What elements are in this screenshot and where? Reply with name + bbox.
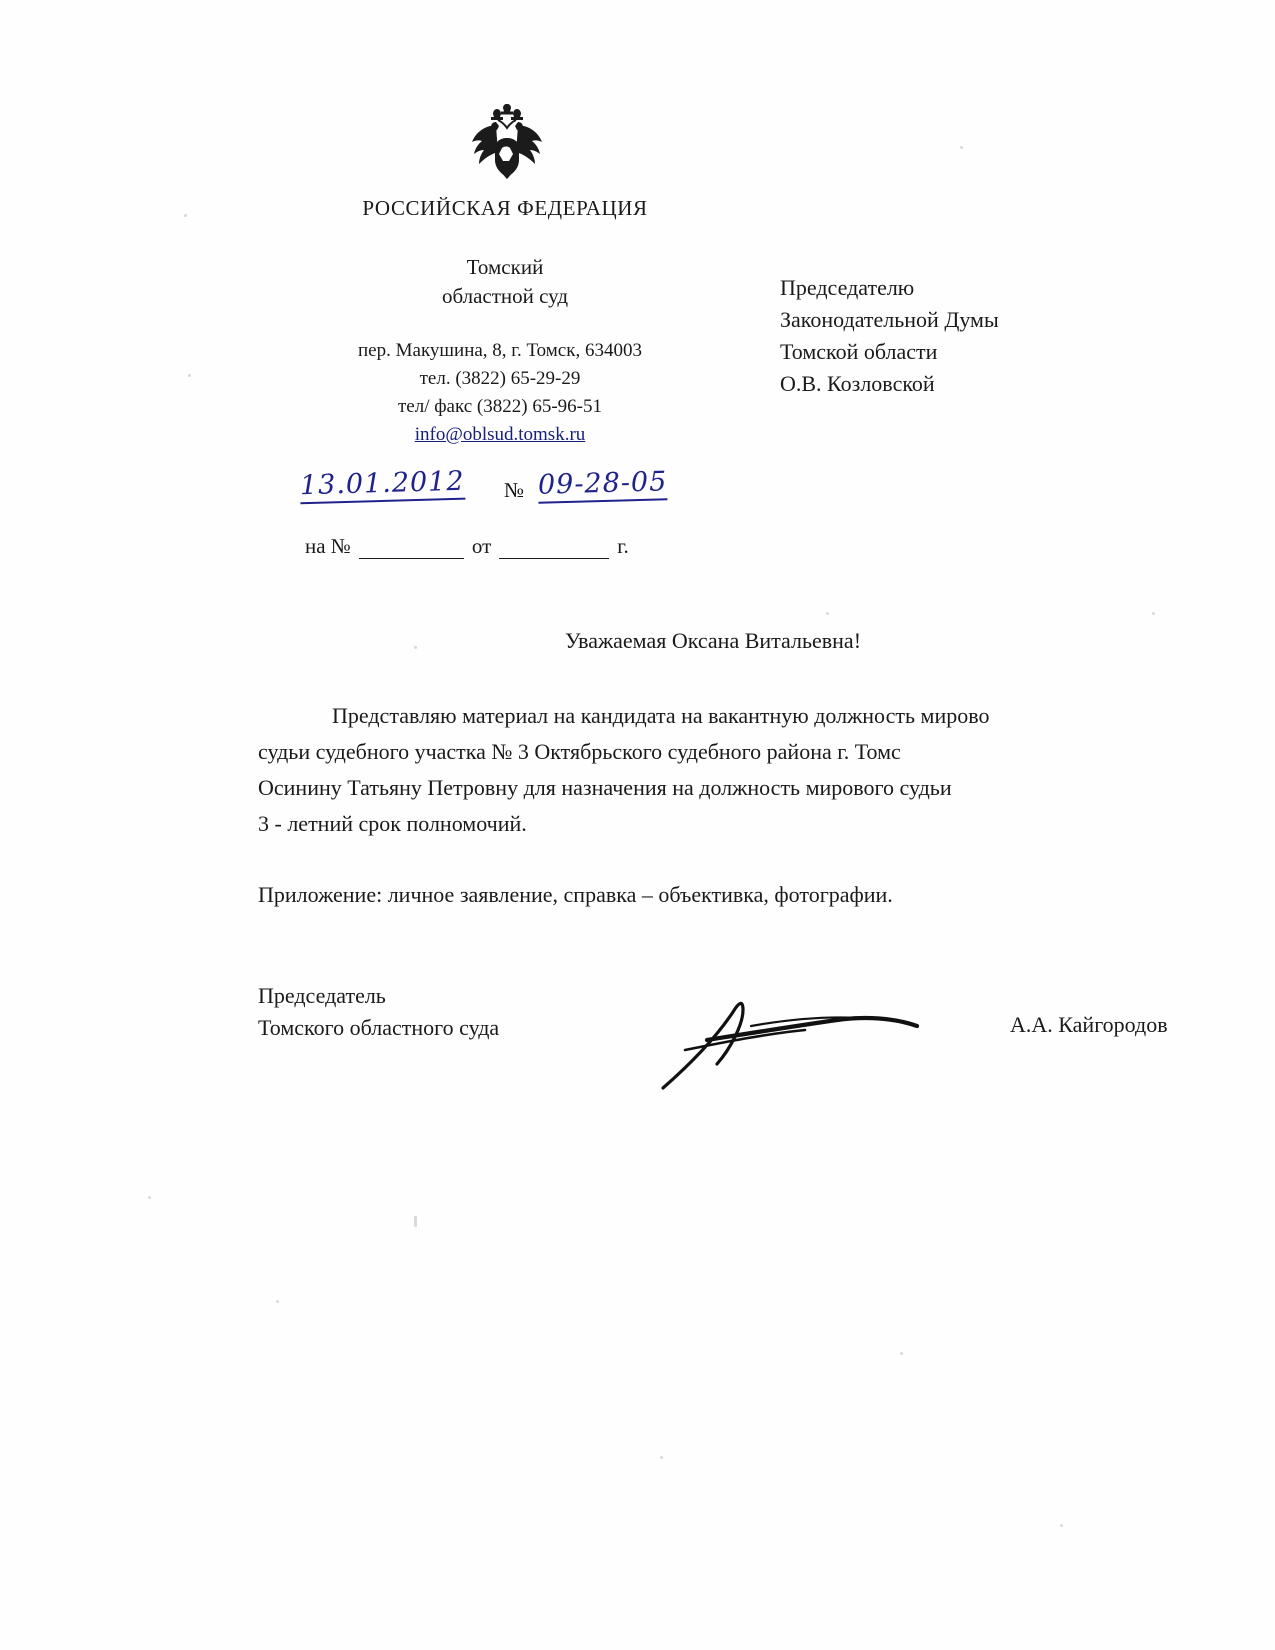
scan-speck (276, 1300, 279, 1303)
addressee-line-1: Председателю (780, 275, 915, 300)
salutation: Уважаемая Оксана Витальевна! (565, 628, 862, 653)
signer-title-line-2: Томского областного суда (258, 1015, 500, 1040)
scan-speck (414, 646, 417, 649)
body-line-1: Представляю материал на кандидата на вакантную должность мирово (332, 703, 990, 728)
phone-number: тел. (3822) 65-29-29 (419, 368, 581, 389)
coat-of-arms-icon (468, 104, 546, 186)
registration-number: 09-28-05 (538, 466, 668, 504)
scan-speck (414, 1216, 417, 1227)
organization-line-1: Томский (466, 255, 544, 279)
reference-prefix: на № (305, 534, 351, 558)
organization-name (325, 253, 685, 311)
scan-speck (1152, 612, 1155, 615)
reference-date-blank[interactable] (499, 558, 609, 559)
addressee-line-3: Томской области (780, 339, 938, 364)
reference-number-blank[interactable] (359, 558, 464, 559)
scan-speck (960, 146, 963, 149)
addressee-line-4: О.В. Козловской (780, 371, 935, 396)
signer-title-line-1: Председатель (258, 983, 386, 1008)
signature-icon (655, 990, 945, 1095)
reference-middle: от (471, 534, 492, 558)
registration-date: 13.01.2012 (300, 466, 465, 505)
number-symbol: № (504, 478, 525, 502)
attachment-line: Приложение: личное заявление, справка – объективка, фотографии. (258, 882, 893, 907)
signer-name: А.А. Кайгородов (1010, 1012, 1168, 1037)
body-line-4: 3 - летний срок полномочий. (258, 811, 527, 836)
registration-line (299, 465, 720, 508)
body-line-2: судьи судебного участка № 3 Октябрьского судебного района г. Томс (258, 739, 901, 764)
body-line-3: Осинину Татьяну Петровну для назначения на должность мирового судьи (258, 775, 952, 800)
body-text (258, 698, 1268, 842)
fax-number: тел/ факс (3822) 65-96-51 (398, 396, 602, 417)
scan-speck (184, 214, 187, 217)
email-link[interactable]: info@oblsud.tomsk.ru (414, 424, 586, 445)
scan-speck (826, 612, 829, 615)
signer-title (258, 980, 499, 1044)
scan-speck (660, 1456, 663, 1459)
reference-suffix: г. (617, 534, 629, 558)
postal-address: пер. Макушина, 8, г. Томск, 634003 (358, 340, 642, 361)
scan-speck (148, 1196, 151, 1199)
addressee-block (780, 272, 999, 400)
country-header: РОССИЙСКАЯ ФЕДЕРАЦИЯ (362, 196, 648, 220)
scan-speck (900, 1352, 903, 1355)
scan-speck (1060, 1524, 1063, 1527)
scan-speck (188, 374, 191, 377)
contact-block (290, 337, 710, 449)
reference-line (305, 534, 629, 559)
addressee-line-2: Законодательной Думы (780, 307, 999, 332)
organization-line-2: областной суд (441, 284, 569, 308)
